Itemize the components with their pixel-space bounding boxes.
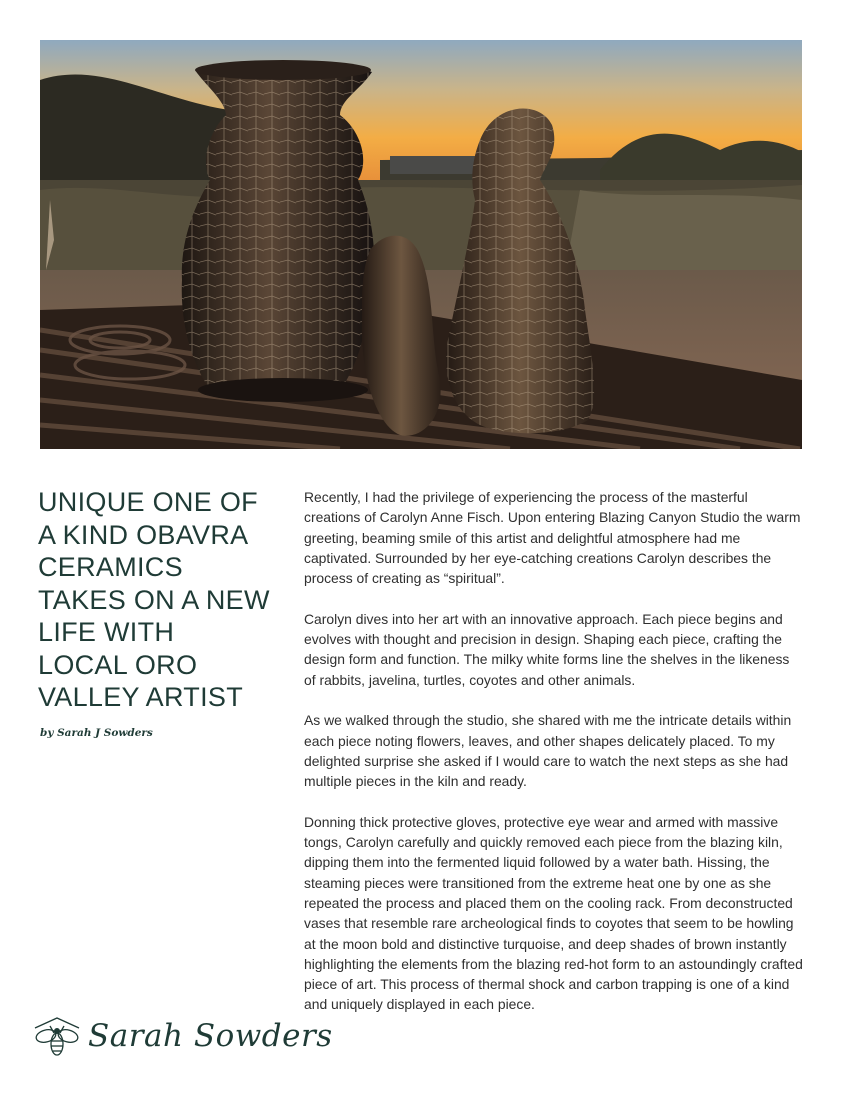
article-body	[304, 487, 804, 1035]
bee-icon	[32, 1014, 82, 1062]
hero-photo	[40, 40, 802, 449]
article-paragraph: As we walked through the studio, she shared with me the intricate details within each piece noting flowers, leaves, and other shapes delicately placed. To my delighted surprise she asked if I would care to watch the next steps as she had multiple pieces in the kiln and ready.	[304, 712, 792, 790]
brand-logo	[32, 1014, 333, 1062]
article-headline: UNIQUE ONE OF A KIND OBAVRA CERAMICS TAKES ON A NEW LIFE WITH LOCAL ORO VALLEY ARTIST	[38, 487, 270, 712]
brand-name: Sarah Sowders	[88, 1018, 333, 1054]
article-paragraph: Recently, I had the privilege of experiencing the process of the masterful creations of Carolyn Anne Fisch. Upon entering Blazing Canyon Studio the warm greeting, beaming smile of this artist and delightful atmosphere had me captivated. Surrounded by her eye-catching creations Carolyn describes the process of creating as “spiritual”.	[304, 489, 801, 587]
article-byline: by Sarah J Sowders	[40, 727, 153, 739]
hero-photo-illustration	[40, 40, 802, 449]
article-paragraph: Donning thick protective gloves, protective eye wear and armed with massive tongs, Carolyn carefully and quickly removed each piece from the blazing kiln, dipping them into the fermented liquid followed by a water bath. Hissing, the steaming pieces were transitioned from the extreme heat one by one as she repeated the process and placed them on the cooling rack. From deconstructed vases that resemble rare archeological finds to coyotes that seem to be howling at the moon bold and distinctive turquoise, and deep shades of brown instantly highlighting the elements from the blazing red-hot form to an astoundingly crafted piece of art. This process of thermal shock and carbon trapping is one of a kind and uniquely displayed in each piece.	[304, 813, 803, 1013]
article-paragraph: Carolyn dives into her art with an innovative approach. Each piece begins and evolves with thought and precision in design. Shaping each piece, crafting the design form and function. The milky white forms line the shelves in the likeness of rabbits, javelina, turtles, coyotes and other animals.	[304, 610, 790, 688]
